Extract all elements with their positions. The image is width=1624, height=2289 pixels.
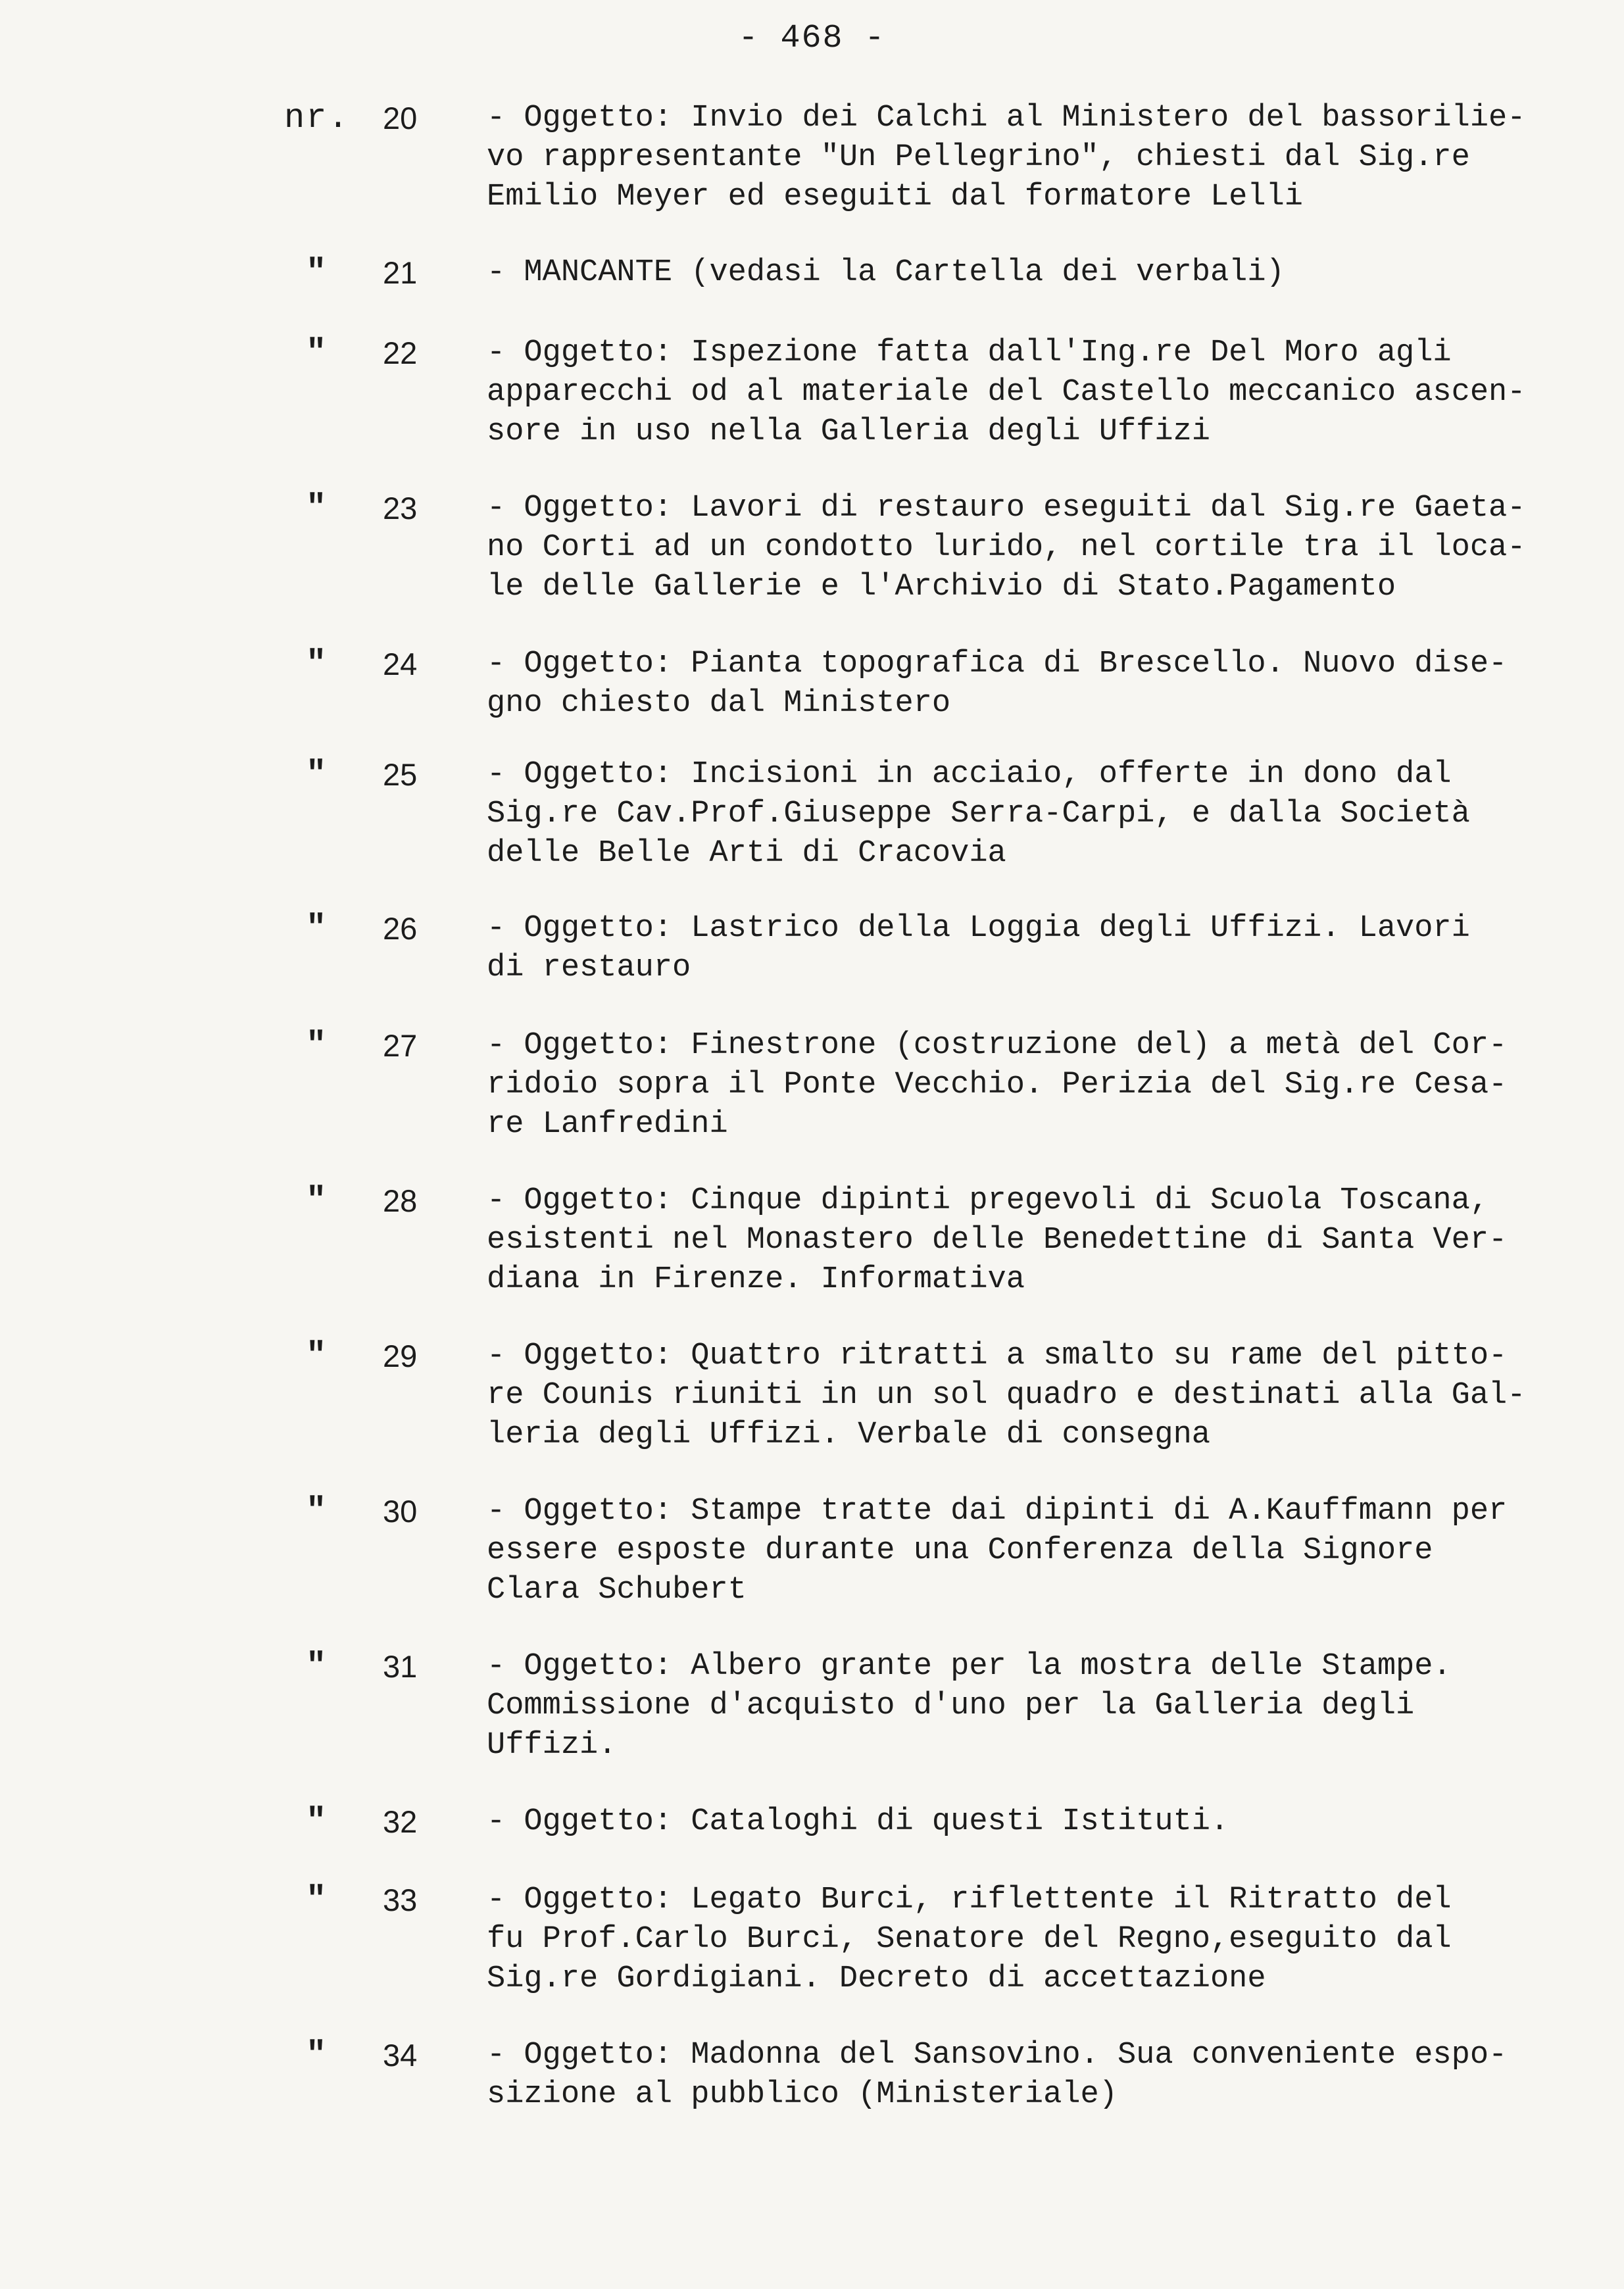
entry-number: 20 [383,101,418,135]
entry-text-line: - Oggetto: Incisioni in acciaio, offerte in dono dal [487,757,1452,792]
entry-text-line: le delle Gallerie e l'Archivio di Stato.Pagamento [487,570,1396,604]
entry-number: 33 [383,1883,418,1917]
entry-text-line: - Oggetto: Legato Burci, riflettente il Ritratto del [487,1883,1452,1917]
entry-number: 32 [383,1804,418,1839]
entry-text-line: re Lanfredini [487,1107,728,1142]
ditto-mark: " [306,909,327,948]
entry-text-line: - Oggetto: Lavori di restauro eseguiti dal Sig.re Gaeta- [487,491,1526,526]
entry-number: 23 [383,491,418,526]
entry-text-line: Emilio Meyer ed eseguiti dal formatore Lelli [487,180,1304,214]
entry-text [487,99,1595,217]
entry-text [487,645,1595,724]
entry-text [487,1802,1595,1842]
entry-text-line: - Oggetto: Quattro ritratti a smalto su rame del pitto- [487,1339,1508,1373]
entry-text-line: esistenti nel Monastero delle Benedettine di Santa Ver- [487,1223,1508,1258]
entry-text [487,1492,1595,1610]
entry-text-line: Uffizi. [487,1728,617,1763]
entry-text-line: - Oggetto: Cinque dipinti pregevoli di Scuola Toscana, [487,1183,1489,1218]
entry-text-line: - Oggetto: Cataloghi di questi Istituti. [487,1804,1229,1839]
entry-text-line: essere esposte durante una Conferenza della Signore [487,1533,1433,1568]
entry-text [487,1647,1595,1765]
entry-number: 24 [383,647,418,681]
ditto-mark: " [306,755,327,794]
entry-prefix: nr. [284,99,350,137]
entry-text-line: sizione al pubblico (Ministeriale) [487,2077,1118,2112]
ditto-mark: " [306,1181,327,1220]
entry-text-line: - Oggetto: Albero grante per la mostra delle Stampe. [487,1649,1452,1684]
entry-text-line: ridoio sopra il Ponte Vecchio. Perizia del Sig.re Cesa- [487,1068,1508,1102]
entry-text [487,333,1595,452]
ditto-mark: " [306,253,327,292]
entry-text-line: Sig.re Gordigiani. Decreto di accettazione [487,1961,1266,1996]
entry-text-line: - Oggetto: Invio dei Calchi al Ministero del bassorilie- [487,101,1526,135]
entry-text-line: Commissione d'acquisto d'uno per la Galleria degli [487,1688,1415,1723]
entry-text-line: - Oggetto: Stampe tratte dai dipinti di A.Kauffmann per [487,1494,1508,1529]
entry-text-line: diana in Firenze. Informativa [487,1262,1025,1297]
ditto-mark: " [306,645,327,683]
ditto-mark: " [306,333,327,372]
entry-number: 30 [383,1494,418,1529]
entry-text-line: delle Belle Arti di Cracovia [487,836,1006,871]
entry-text [487,2036,1595,2115]
entry-text-line: - Oggetto: Ispezione fatta dall'Ing.re Del Moro agli [487,335,1452,370]
entry-number: 31 [383,1649,418,1684]
entry-text [487,1026,1595,1144]
entry-text [487,909,1595,988]
ditto-mark: " [306,1492,327,1531]
entry-text-line: apparecchi od al materiale del Castello meccanico ascen- [487,375,1526,410]
ditto-mark: " [306,1026,327,1065]
entry-text-line: - Oggetto: Lastrico della Loggia degli Uffizi. Lavori [487,911,1470,946]
entry-number: 29 [383,1339,418,1373]
ditto-mark: " [306,1647,327,1686]
entry-text-line: no Corti ad un condotto lurido, nel cortile tra il loca- [487,530,1526,565]
ditto-mark: " [306,1881,327,1919]
ditto-mark: " [306,1337,327,1375]
entry-text-line: sore in uso nella Galleria degli Uffizi [487,414,1210,449]
entry-text-line: leria degli Uffizi. Verbale di consegna [487,1417,1210,1452]
ditto-mark: " [306,489,327,528]
entry-text-line: di restauro [487,950,691,985]
page-number: - 468 - [738,20,886,57]
entry-text-line: - Oggetto: Finestrone (costruzione del) a metà del Cor- [487,1028,1508,1063]
ditto-mark: " [306,1802,327,1841]
entry-number: 27 [383,1028,418,1063]
entry-number: 26 [383,911,418,946]
entry-text [487,1881,1595,1999]
entry-text-line: - Oggetto: Pianta topografica di Brescello. Nuovo dise- [487,647,1508,681]
entry-text [487,1337,1595,1455]
entry-text-line: re Counis riuniti in un sol quadro e destinati alla Gal- [487,1378,1526,1413]
entry-text-line: Sig.re Cav.Prof.Giuseppe Serra-Carpi, e dalla Società [487,797,1470,831]
entry-text-line: - Oggetto: Madonna del Sansovino. Sua conveniente espo- [487,2038,1508,2073]
entry-text [487,755,1595,874]
entry-number: 34 [383,2038,418,2073]
entry-number: 25 [383,757,418,792]
entry-text [487,1181,1595,1300]
entry-number: 28 [383,1183,418,1218]
entry-text-line: - MANCANTE (vedasi la Cartella dei verbali) [487,255,1285,290]
entry-number: 22 [383,335,418,370]
entry-text-line: gno chiesto dal Ministero [487,686,951,721]
entry-text [487,253,1595,293]
entry-text-line: fu Prof.Carlo Burci, Senatore del Regno,eseguito dal [487,1922,1452,1957]
entry-text-line: Clara Schubert [487,1573,747,1608]
entry-text [487,489,1595,607]
entry-number: 21 [383,255,418,290]
entry-text-line: vo rappresentante "Un Pellegrino", chiesti dal Sig.re [487,140,1470,175]
ditto-mark: " [306,2036,327,2075]
